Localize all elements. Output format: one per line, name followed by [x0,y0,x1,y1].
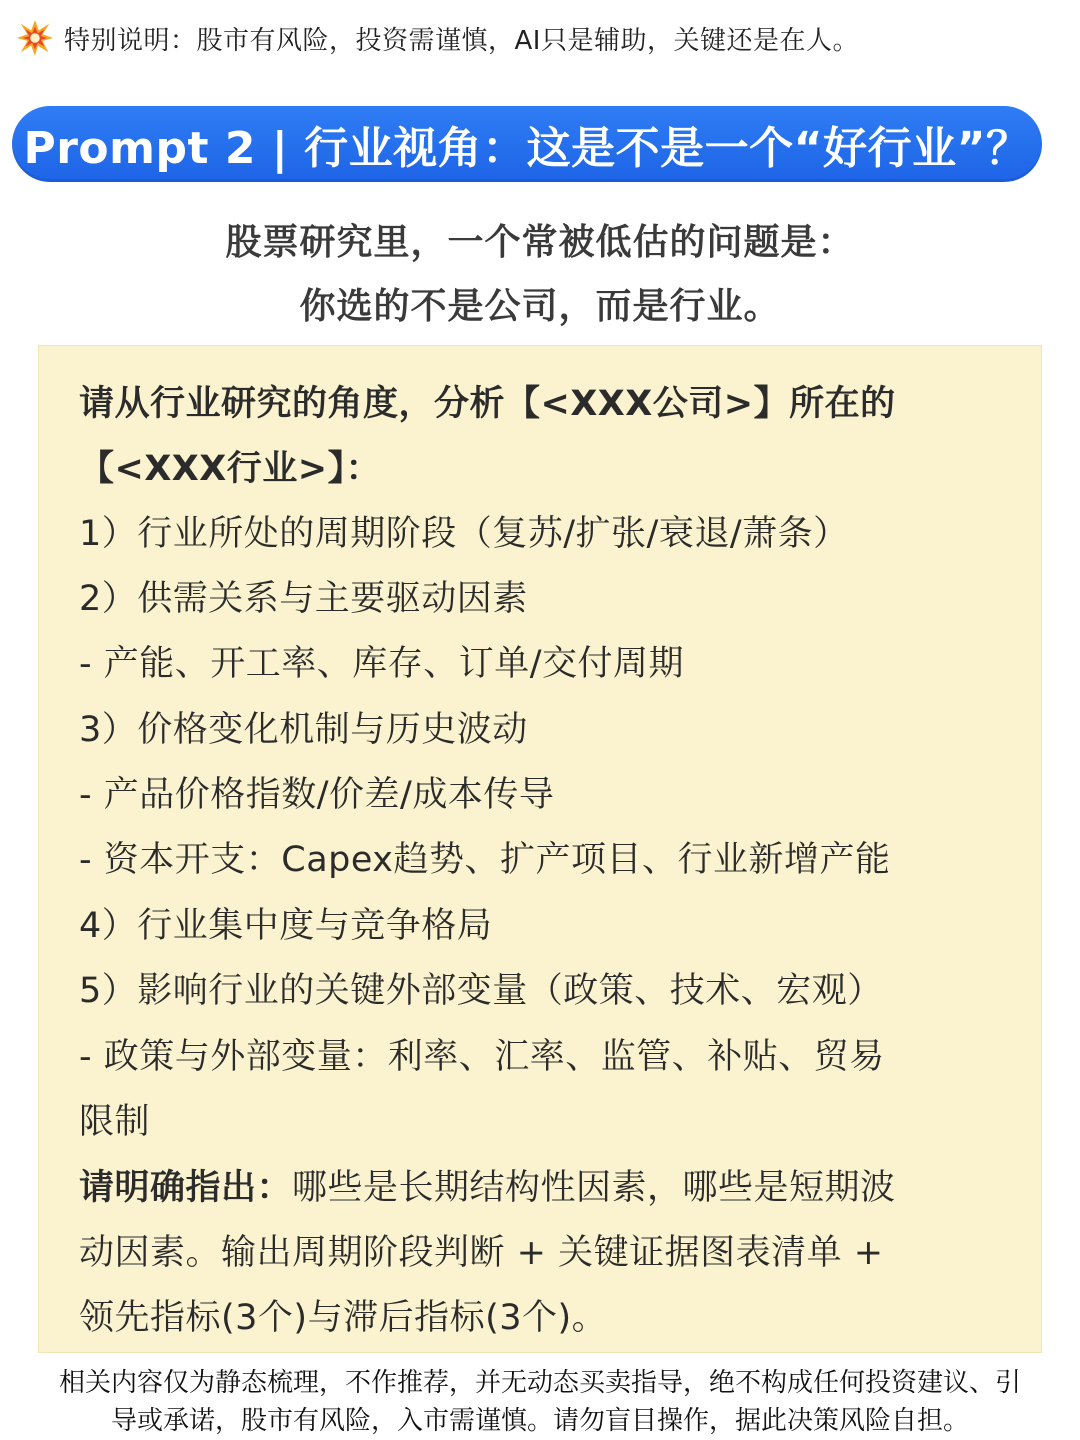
emphasis-label: 请明确指出： [79,1168,293,1208]
prompt-line: 请从行业研究的角度，分析【<XXX公司>】所在的 [79,384,896,424]
prompt-line: - 政策与外部变量：利率、汇率、监管、补贴、贸易 [79,1037,885,1077]
title-banner [12,106,1042,182]
prompt-line: 【<XXX行业>】： [79,449,382,489]
subtitle-line-2: 你选的不是公司，而是行业。 [299,286,781,327]
disclaimer-line-1: 相关内容仅为静态梳理，不作推荐，并无动态买卖指导，绝不构成任何投资建议、引 [58,1368,1021,1398]
prompt-line: 1）行业所处的周期阶段（复苏/扩张/衰退/萧条） [79,514,849,554]
prompt-line: - 资本开支：Capex趋势、扩产项目、行业新增产能 [79,840,891,880]
notice-bar [16,18,859,58]
prompt-line: 5）影响行业的关键外部变量（政策、技术、宏观） [79,971,883,1011]
prompt-line-rest: 哪些是长期结构性因素，哪些是短期波 [292,1168,896,1208]
prompt-line: 领先指标(3个)与滞后指标(3个)。 [79,1298,608,1338]
disclaimer-line-2: 导或承诺，股市有风险，入市需谨慎。请勿盲目操作，据此决策风险自担。 [110,1406,969,1436]
subtitle-line-1: 股票研究里，一个常被低估的问题是： [225,222,855,263]
prompt-box [38,345,1042,1353]
notice-text: 特别说明：股市有风险，投资需谨慎，AI只是辅助，关键还是在人。 [64,25,859,56]
prompt-line: 限制 [79,1102,151,1142]
prompt-line: - 产能、开工率、库存、订单/交付周期 [79,644,685,684]
prompt-line [79,1160,896,1210]
prompt-line: - 产品价格指数/价差/成本传导 [79,775,555,815]
prompt-line: 动因素。输出周期阶段判断 + 关键证据图表清单 + [79,1233,884,1273]
prompt-line: 3）价格变化机制与历史波动 [79,710,528,750]
collision-burst-icon [16,19,54,57]
prompt-line: 2）供需关系与主要驱动因素 [79,579,528,619]
banner-title: Prompt 2 | 行业视角：这是不是一个“好行业”？ [23,123,1031,174]
prompt-line: 4）行业集中度与竞争格局 [79,906,493,946]
